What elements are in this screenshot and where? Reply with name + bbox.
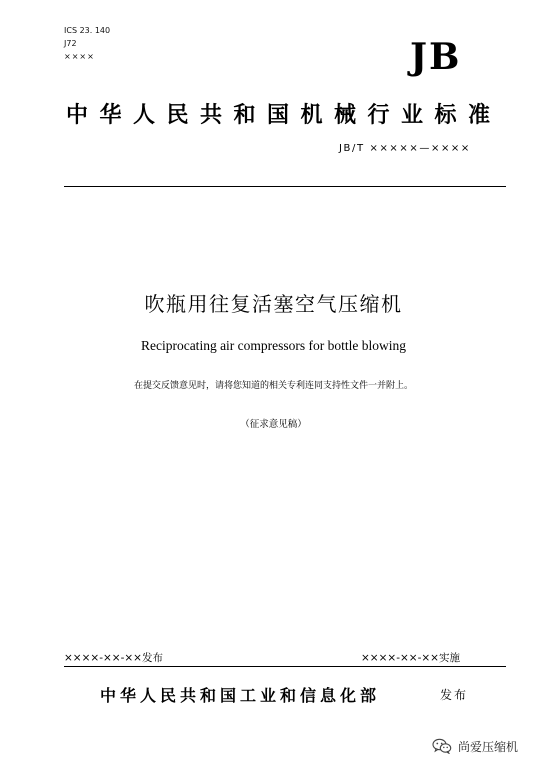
ccs-code: J72 xyxy=(64,39,77,48)
wechat-icon xyxy=(432,738,452,754)
jb-logo: JB xyxy=(410,36,462,78)
draft-status: （征求意见稿） xyxy=(240,419,307,430)
chinese-title: 吹瓶用往复活塞空气压缩机 xyxy=(144,292,403,316)
patent-notice: 在提交反馈意见时，请将您知道的相关专利连同支持性文件一并附上。 xyxy=(133,381,413,391)
implementation-date: ××××-××-××实施 xyxy=(361,652,460,664)
watermark xyxy=(432,736,518,756)
english-title: Reciprocating air compressors for bottle blowing xyxy=(140,338,407,353)
ics-code: ICS 23. 140 xyxy=(64,26,111,35)
issuing-authority: 中华人民共和国工业和信息化部 xyxy=(100,686,381,705)
issue-date: ××××-××-××发布 xyxy=(64,652,163,664)
standard-number: JB/T ×××××—×××× xyxy=(339,143,471,154)
bottom-divider xyxy=(64,666,506,667)
top-divider xyxy=(64,186,506,187)
publish-label: 发布 xyxy=(440,688,469,702)
record-number: ×××× xyxy=(64,52,95,61)
standard-title: 中华人民共和国机械行业标准 xyxy=(66,103,502,128)
watermark-text: 尚爱压缩机 xyxy=(458,739,519,754)
